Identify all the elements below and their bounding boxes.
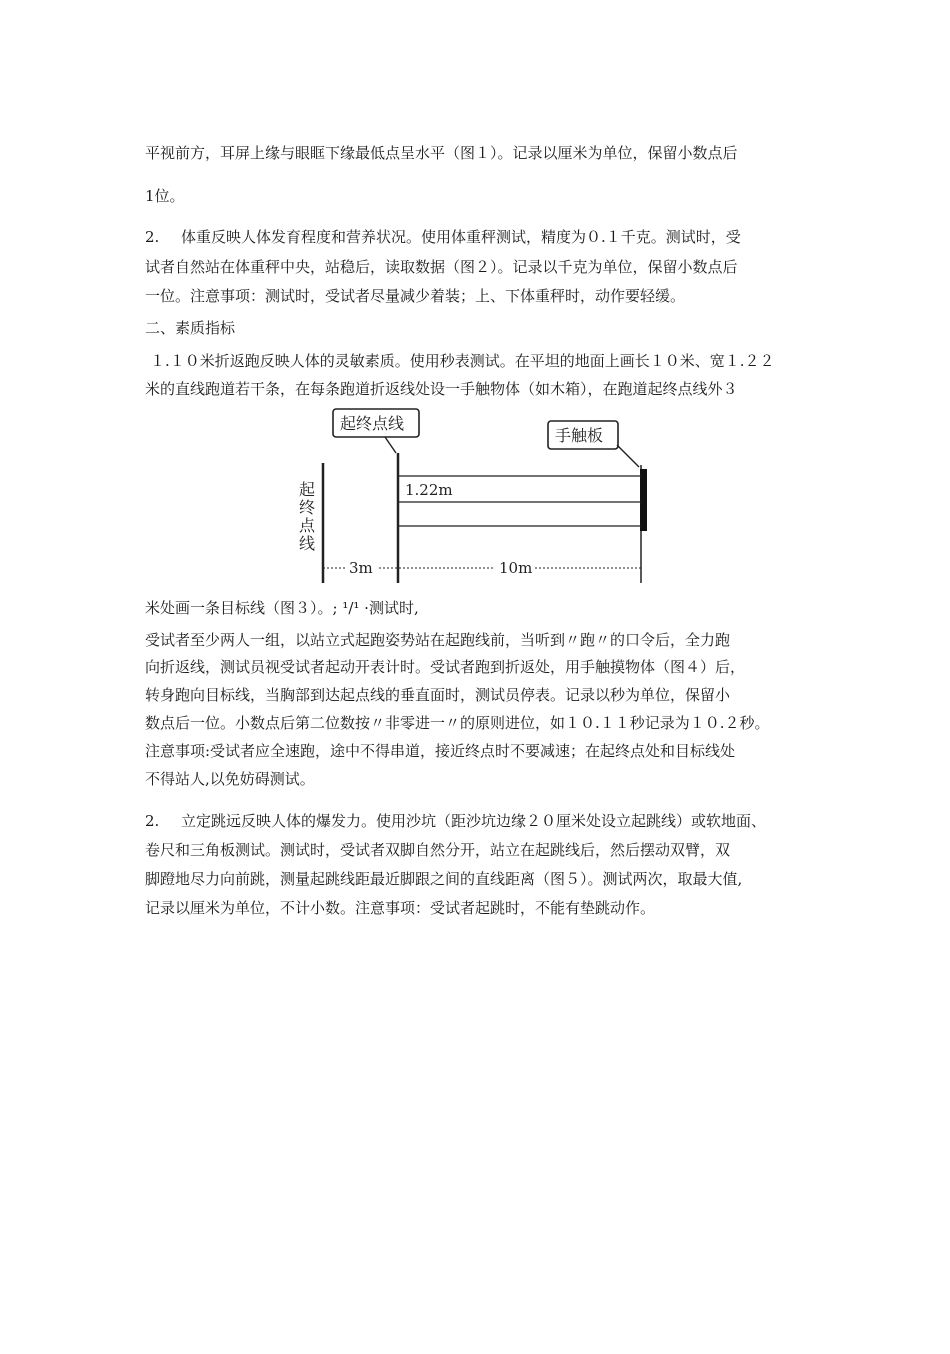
paragraph-line: 向折返线，测试员视受试者起动开表计时。受试者跑到折返处，用手触摸物体（图４）后， bbox=[145, 658, 746, 676]
paragraph-line bbox=[145, 811, 815, 831]
paragraph-text: 立定跳远反映人体的爆发力。使用沙坑（距沙坑边缘２０厘米处设立起跳线）或软地面、 bbox=[181, 812, 767, 830]
paragraph-line: 转身跑向目标线，当胸部到达起点线的垂直面时，测试员停表。记录以秒为单位，保留小 bbox=[145, 686, 731, 704]
lane-width-label: 1.22m bbox=[405, 481, 453, 499]
list-number: 2. bbox=[145, 812, 160, 830]
paragraph-text: 体重反映人体发育程度和营养状况。使用体重秤测试，精度为０.１千克。测试时，受 bbox=[181, 228, 741, 246]
touch-board-callout-text: 手触板 bbox=[555, 426, 604, 445]
paragraph-line bbox=[145, 227, 815, 247]
paragraph-line: 平视前方，耳屏上缘与眼眶下缘最低点呈水平（图１）。记录以厘米为单位，保留小数点后 bbox=[145, 144, 738, 162]
paragraph-line: 1位。 bbox=[145, 187, 185, 205]
paragraph-line: 记录以厘米为单位，不计小数。注意事项：受试者起跳时，不能有垫跳动作。 bbox=[145, 899, 656, 917]
distance-10m-label: 10m bbox=[499, 559, 533, 577]
list-number: 2. bbox=[145, 228, 160, 246]
touch-board bbox=[640, 469, 647, 531]
distance-3m-label: 3m bbox=[349, 559, 373, 577]
svg-text:点: 点 bbox=[299, 516, 316, 535]
paragraph-line: 注意事项:受试者应全速跑，途中不得串道，接近终点时不要减速；在起终点处和目标线处 bbox=[145, 742, 736, 760]
paragraph-line: 脚蹬地尽力向前跳，测量起跳线距最近脚跟之间的直线距离（图５）。测试两次，取最大值, bbox=[145, 870, 743, 888]
paragraph-line: １.１０米折返跑反映人体的灵敏素质。使用秒表测试。在平坦的地面上画长１０米、宽１.２２ bbox=[150, 352, 775, 370]
target-line-label bbox=[299, 480, 316, 553]
svg-text:起: 起 bbox=[299, 480, 316, 499]
paragraph-line: 米的直线跑道若干条，在每条跑道折返线处设一手触物体（如木箱），在跑道起终点线外３ bbox=[145, 380, 738, 398]
paragraph-line: 试者自然站在体重秤中央，站稳后，读取数据（图２）。记录以千克为单位，保留小数点后 bbox=[145, 258, 738, 276]
svg-text:终: 终 bbox=[299, 498, 316, 517]
paragraph-line: 不得站人,以免妨碍测试。 bbox=[145, 770, 315, 788]
paragraph-line: 一位。注意事项：测试时，受试者尽量减少着装；上、下体重秤时，动作要轻缓。 bbox=[145, 287, 686, 305]
paragraph-line: 卷尺和三角板测试。测试时，受试者双脚自然分开，站立在起跳线后，然后摆动双臂，双 bbox=[145, 841, 731, 859]
svg-text:线: 线 bbox=[299, 534, 316, 553]
start-line-callout-text: 起终点线 bbox=[340, 414, 405, 433]
paragraph-line: 米处画一条目标线（图３）。; ¹/¹ ·测试时, bbox=[145, 599, 419, 617]
shuttle-run-diagram bbox=[295, 405, 655, 587]
paragraph-line: 受试者至少两人一组，以站立式起跑姿势站在起跑线前，当听到〃跑〃的口令后，全力跑 bbox=[145, 631, 731, 649]
paragraph-line: 数点后一位。小数点后第二位数按〃非零进一〃的原则进位，如１０.１１秒记录为１０.２秒。 bbox=[145, 714, 770, 732]
section-heading: 二、素质指标 bbox=[145, 319, 236, 337]
